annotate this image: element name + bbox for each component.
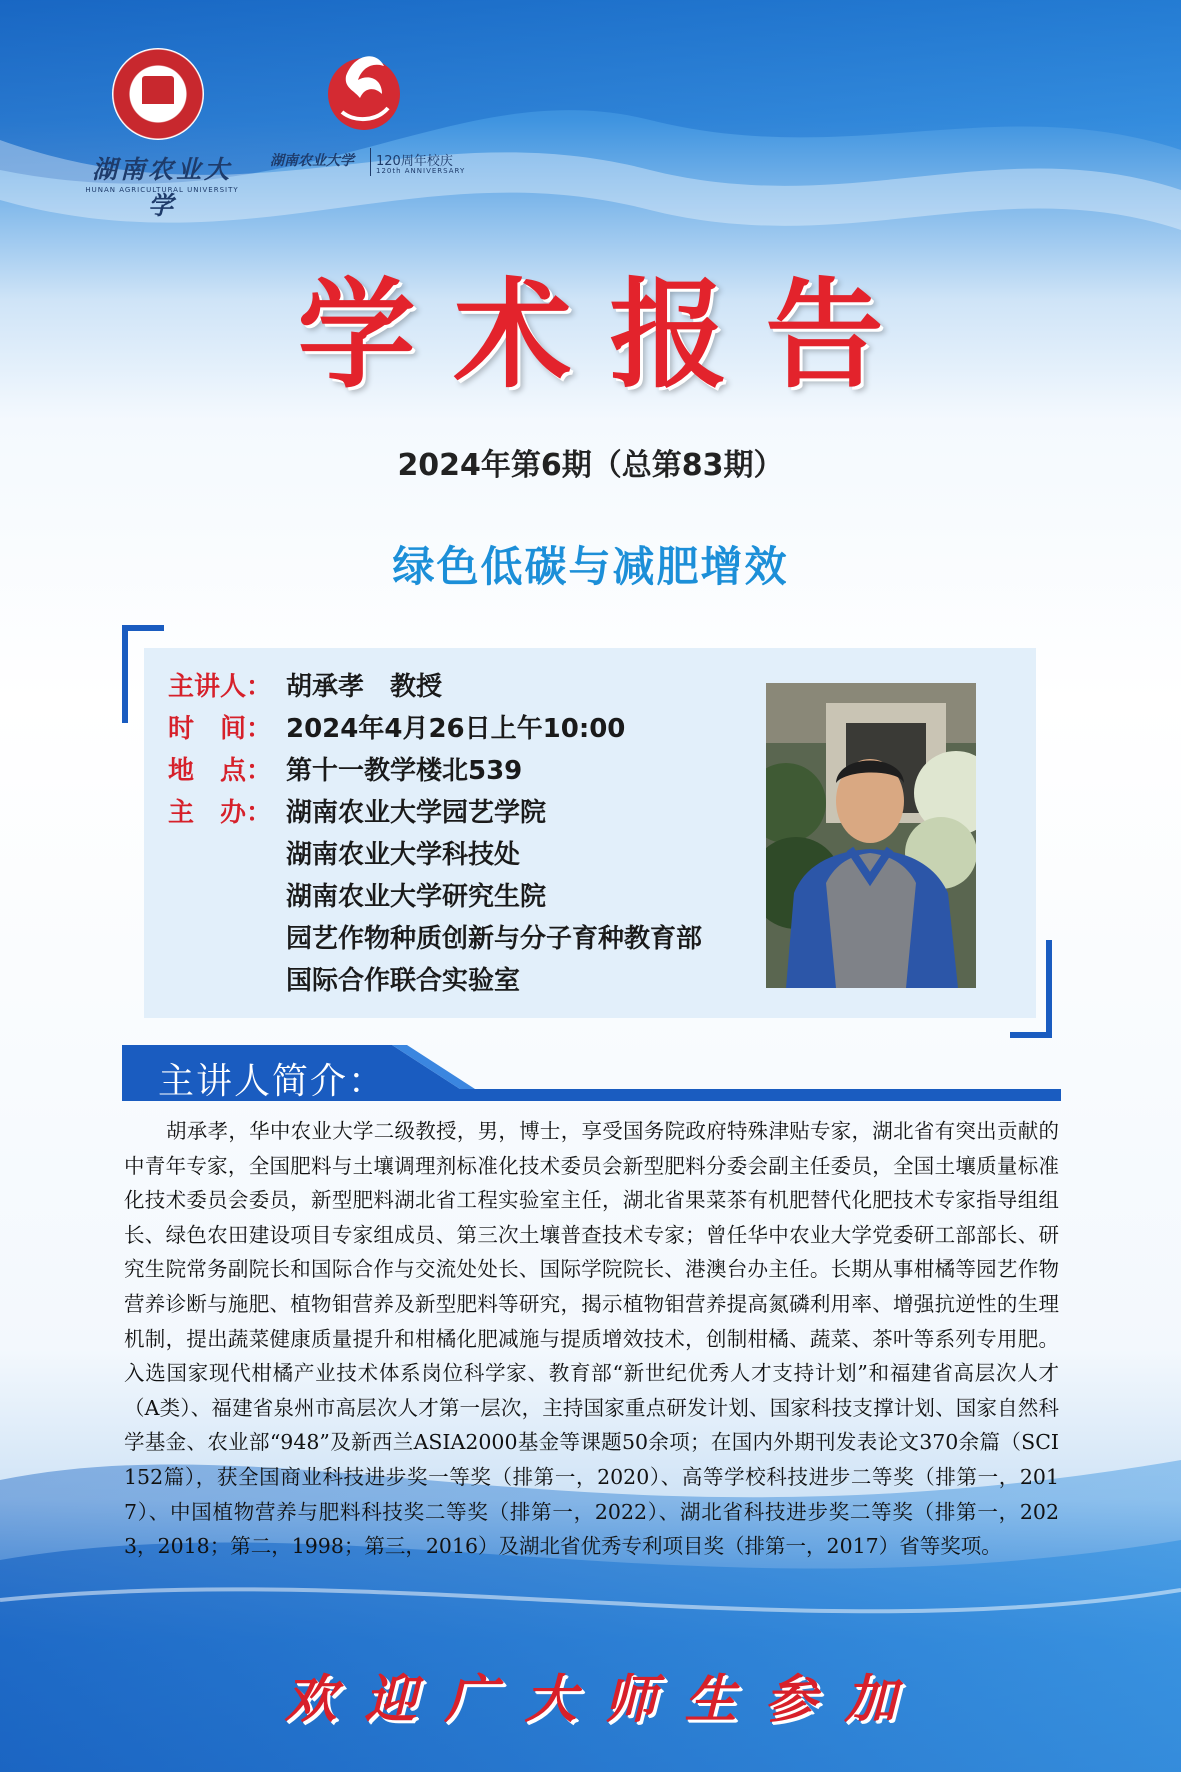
place-label: 地 点： [168, 756, 273, 786]
speaker-bio: 胡承孝，华中农业大学二级教授，男，博士，享受国务院政府特殊津贴专家，湖北省有突出贡献的中青年专家，全国肥料与土壤调理剂标准化技术委员会新型肥料分委会副主任委员，全国土壤质量标准化技术委员会委员，新型肥料湖北省工程实验室主任，湖北省果菜茶有机肥替代化肥技术专家指导组组长、绿色农田建设项目专家组成员、第三次土壤普查技术专家；曾任华中农业大学党委研工部部长、研究生院常务副院长和国际合作与交流处处长、国际学院院长、港澳台办主任。长期从事柑橘等园艺作物营养诊断与施肥、植物钼营养及新型肥料等研究，揭示植物钼营养提高氮磷利用率、增强抗逆性的生理机制，提出蔬菜健康质量提升和柑橘化肥减施与提质增效技术，创制柑橘、蔬菜、茶叶等系列专用肥。入选国家现代柑橘产业技术体系岗位科学家、教育部“新世纪优秀人才支持计划”和福建省高层次人才（A类）、福建省泉州市高层次人才第一层次，主持国家重点研发计划、国家科技支撑计划、国家自然科学基金、农业部“948”及新西兰ASIA2000基金等课题50余项；在国内外期刊发表论文370余篇（SCI152篇），获全国商业科技进步奖一等奖（排第一，2020）、高等学校科技进步二等奖（排第一，2017）、中国植物营养与肥料科技奖二等奖（排第一，2022）、湖北省科技进步奖二等奖（排第一，2023，2018；第二，1998；第三，2016）及湖北省优秀专利项目奖（排第一，2017）省等奖项。 [124, 1119, 1059, 1559]
lecture-topic: 绿色低碳与减肥增效 [392, 542, 789, 591]
intro-heading: 主讲人简介： [158, 1061, 387, 1102]
welcome-slogan: 欢迎广大师生参加 [284, 1669, 925, 1730]
anniversary-logo [270, 40, 470, 180]
info-panel [144, 648, 1036, 1018]
host-item: 国际合作联合实验室 [286, 966, 521, 996]
place-row [168, 758, 522, 784]
university-logo [82, 34, 242, 220]
university-name: 湖南农业大学 [91, 155, 232, 220]
host-row [168, 800, 546, 826]
university-name-en: HUNAN AGRICULTURAL UNIVERSITY [85, 186, 239, 194]
speaker-row [168, 674, 442, 700]
time-label: 时 间： [168, 714, 273, 744]
host-item: 湖南农业大学科技处 [286, 840, 521, 870]
host-label: 主 办： [168, 798, 273, 828]
page-title: 学术报告 [297, 265, 922, 404]
issue-number: 2024年第6期（总第83期） [397, 448, 784, 483]
flame-emblem-icon [324, 46, 404, 134]
host-item: 湖南农业大学研究生院 [286, 882, 547, 912]
time-row [168, 716, 625, 742]
anniversary-divider [370, 148, 371, 176]
speaker-photo [766, 683, 976, 988]
speaker-value: 胡承孝 教授 [286, 672, 443, 702]
speaker-label: 主讲人： [168, 672, 273, 702]
time-value: 2024年4月26日上午10:00 [286, 714, 626, 744]
intro-heading-banner [122, 1045, 1061, 1101]
anniversary-title-en: 120th ANNIVERSARY [376, 167, 466, 175]
host-item: 湖南农业大学园艺学院 [286, 798, 547, 828]
anniversary-university-name: 湖南农业大学 [270, 153, 354, 169]
place-value: 第十一教学楼北539 [286, 756, 523, 786]
anniversary-title: 120周年校庆 [376, 154, 453, 169]
university-seal-icon [112, 48, 204, 140]
host-item: 园艺作物种质创新与分子育种教育部 [286, 924, 703, 954]
